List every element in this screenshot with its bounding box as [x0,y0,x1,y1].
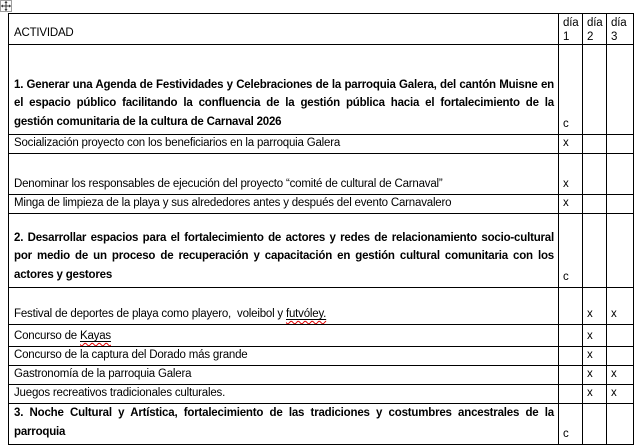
activity-text: 3. Noche Cultural y Artística, fortalecimiento de las tradiciones y costumbres ancestrales de la parroquia [14,407,554,438]
day1-cell[interactable]: c [559,214,583,288]
table-row-section-1 [9,45,634,135]
activity-text: Concurso de la captura del Dorado más grande [14,349,248,361]
day1-cell[interactable] [559,288,583,325]
activity-cell[interactable] [9,45,559,135]
activity-text: Denominar los responsables de ejecución del proyecto “comité de cultural de Carnaval” [14,178,443,190]
table-row [9,366,634,385]
day2-cell[interactable]: x [583,366,607,385]
activity-cell[interactable] [9,154,559,195]
activity-cell[interactable] [9,347,559,366]
activity-text: 2. Desarrollar espacios para el fortalecimiento de actores y redes de relacionamiento socio-cultural por medio de un proceso de recuperación y capacitación en gestión cultural comunitaria con los actores y gestores [14,231,554,281]
activity-cell[interactable] [9,135,559,154]
day3-cell[interactable] [607,45,634,135]
activity-text: Socialización proyecto con los beneficiarios en la parroquia Galera [14,137,341,149]
day3-cell[interactable]: x [607,366,634,385]
table-row [9,195,634,214]
day3-cell[interactable]: x [607,385,634,404]
day2-cell[interactable]: x [583,347,607,366]
table-header-row [9,14,634,45]
header-day1-cell[interactable]: día 1 [559,14,583,45]
underlined-word [80,330,111,342]
table-row [9,288,634,325]
day2-cell[interactable] [583,214,607,288]
underlined-word [286,308,326,320]
table-row [9,347,634,366]
header-day3-cell[interactable]: día 3 [607,14,634,45]
header-activity-cell[interactable]: ACTIVIDAD [9,14,559,45]
day3-cell[interactable] [607,325,634,347]
schedule-table [8,13,634,445]
activity-text: Festival de deportes de playa como playero, voleibol y [14,308,286,320]
day1-cell[interactable]: x [559,135,583,154]
table-row [9,135,634,154]
activity-cell[interactable] [9,195,559,214]
day1-cell[interactable]: x [559,154,583,195]
table-row-section-3 [9,404,634,445]
activity-text: 1. Generar una Agenda de Festividades y Celebraciones de la parroquia Galera, del cantón Muisne en el espacio público facilitando la confluencia de la gestión pública hacia el fortalecimiento de la gestión comunitaria de la cultura de Carnaval 2026 [14,78,554,128]
activity-cell[interactable] [9,325,559,347]
four-way-arrow-icon [1,1,11,11]
table-row [9,325,634,347]
table-move-handle[interactable] [0,0,12,12]
day2-cell[interactable] [583,135,607,154]
activity-text: Gastronomía de la parroquia Galera [14,368,192,380]
activity-text: Juegos recreativos tradicionales culturales. [14,387,226,399]
misspelled-word: futvóley. [285,308,327,320]
activity-cell[interactable] [9,214,559,288]
activity-cell[interactable] [9,385,559,404]
table-row [9,154,634,195]
activity-cell[interactable] [9,288,559,325]
activity-cell[interactable] [9,404,559,445]
day3-cell[interactable] [607,135,634,154]
header-day2-cell[interactable]: día 2 [583,14,607,45]
table-row-section-2 [9,214,634,288]
day3-cell[interactable] [607,154,634,195]
activity-cell[interactable] [9,366,559,385]
day2-cell[interactable]: x [583,385,607,404]
day1-cell[interactable] [559,325,583,347]
misspelled-word: Kayas [80,330,111,342]
day1-cell[interactable]: x [559,195,583,214]
day2-cell[interactable] [583,45,607,135]
day3-cell[interactable] [607,347,634,366]
day1-cell[interactable] [559,366,583,385]
day1-cell[interactable] [559,347,583,366]
day2-cell[interactable] [583,154,607,195]
activity-text: Concurso de [14,330,80,342]
activity-text: Minga de limpieza de la playa y sus alrededores antes y después del evento Carnavalero [14,197,452,209]
day3-cell[interactable] [607,214,634,288]
day2-cell[interactable] [583,404,607,445]
day2-cell[interactable] [583,195,607,214]
day3-cell[interactable] [607,404,634,445]
day1-cell[interactable]: c [559,45,583,135]
day3-cell[interactable]: x [607,288,634,325]
day2-cell[interactable]: x [583,325,607,347]
day2-cell[interactable]: x [583,288,607,325]
table-row [9,385,634,404]
day3-cell[interactable] [607,195,634,214]
day1-cell[interactable]: c [559,404,583,445]
day1-cell[interactable] [559,385,583,404]
